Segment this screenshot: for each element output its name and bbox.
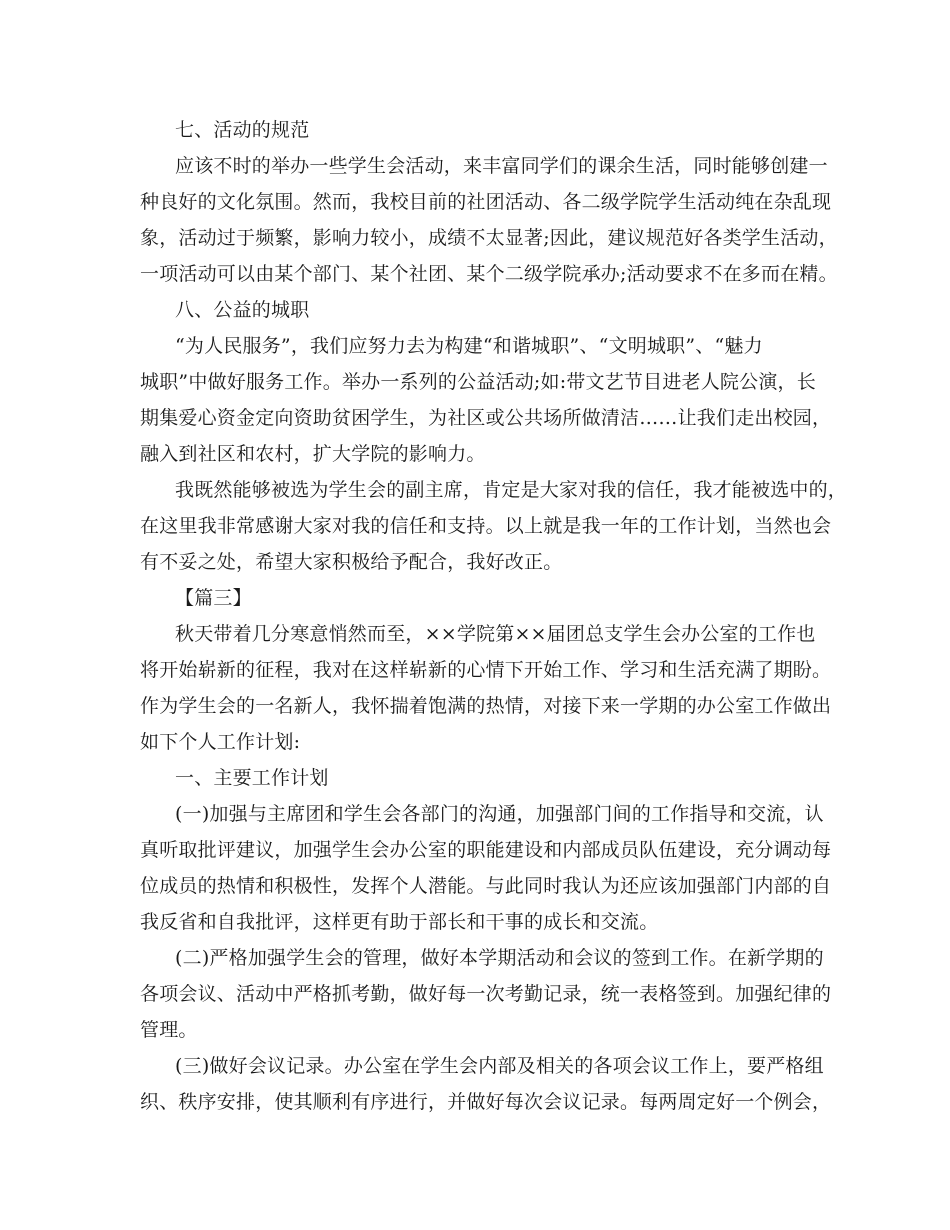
paragraph-line: 我反省和自我批评，这样更有助于部长和干事的成长和交流。	[140, 911, 659, 933]
section-heading: 一、主要工作计划	[175, 767, 329, 789]
paragraph-line: 一项活动可以由某个部门、某个社团、某个二级学院承办;活动要求不在多而在精。	[140, 263, 838, 285]
paragraph-line: “为人民服务”，我们应努力去为构建“和谐城职”、“文明城职”、“魅力	[175, 335, 763, 357]
paragraph-line: 有不妥之处，希望大家积极给予配合，我好改正。	[140, 551, 563, 573]
paragraph-line: (三)做好会议记录。办公室在学生会内部及相关的各项会议工作上，要严格组	[175, 1055, 824, 1077]
paragraph-line: 城职”中做好服务工作。举办一系列的公益活动;如:带文艺节目进老人院公演，长	[140, 371, 816, 393]
section-heading: 七、活动的规范	[175, 119, 310, 141]
paragraph-line: 期集爱心资金定向资助贫困学生，为社区或公共场所做清洁……让我们走出校园，	[140, 407, 832, 429]
paragraph-line: (二)严格加强学生会的管理，做好本学期活动和会议的签到工作。在新学期的	[175, 947, 824, 969]
paragraph-line: 融入到社区和农村，扩大学院的影响力。	[140, 443, 486, 465]
paragraph-line: 位成员的热情和积极性，发挥个人潜能。与此同时我认为还应该加强部门内部的自	[140, 875, 832, 897]
paragraph-line: 将开始崭新的征程，我对在这样崭新的心情下开始工作、学习和生活充满了期盼。	[140, 659, 832, 681]
paragraph-line: (一)加强与主席团和学生会各部门的沟通，加强部门间的工作指导和交流，认	[175, 803, 824, 825]
paragraph-line: 织、秩序安排，使其顺利有序进行，并做好每次会议记录。每两周定好一个例会，	[140, 1091, 832, 1113]
paragraph-line: 秋天带着几分寒意悄然而至，××学院第××届团总支学生会办公室的工作也	[175, 623, 816, 645]
paragraph-line: 真听取批评建议，加强学生会办公室的职能建设和内部成员队伍建设，充分调动每	[140, 839, 832, 861]
section-heading: 【篇三】	[175, 587, 252, 609]
paragraph-line: 在这里我非常感谢大家对我的信任和支持。以上就是我一年的工作计划，当然也会	[140, 515, 832, 537]
paragraph-line: 象，活动过于频繁，影响力较小，成绩不太显著;因此，建议规范好各类学生活动，	[140, 227, 838, 249]
paragraph-line: 各项会议、活动中严格抓考勤，做好每一次考勤记录，统一表格签到。加强纪律的	[140, 983, 832, 1005]
paragraph-line: 如下个人工作计划:	[140, 731, 301, 753]
paragraph-line: 我既然能够被选为学生会的副主席，肯定是大家对我的信任，我才能被选中的，	[175, 479, 848, 501]
paragraph-line: 作为学生会的一名新人，我怀揣着饱满的热情，对接下来一学期的办公室工作做出	[140, 695, 832, 717]
paragraph-line: 管理。	[140, 1019, 198, 1041]
paragraph-line: 应该不时的举办一些学生会活动，来丰富同学们的课余生活，同时能够创建一	[175, 155, 828, 177]
section-heading: 八、公益的城职	[175, 299, 310, 321]
paragraph-line: 种良好的文化氛围。然而，我校目前的社团活动、各二级学院学生活动纯在杂乱现	[140, 191, 832, 213]
